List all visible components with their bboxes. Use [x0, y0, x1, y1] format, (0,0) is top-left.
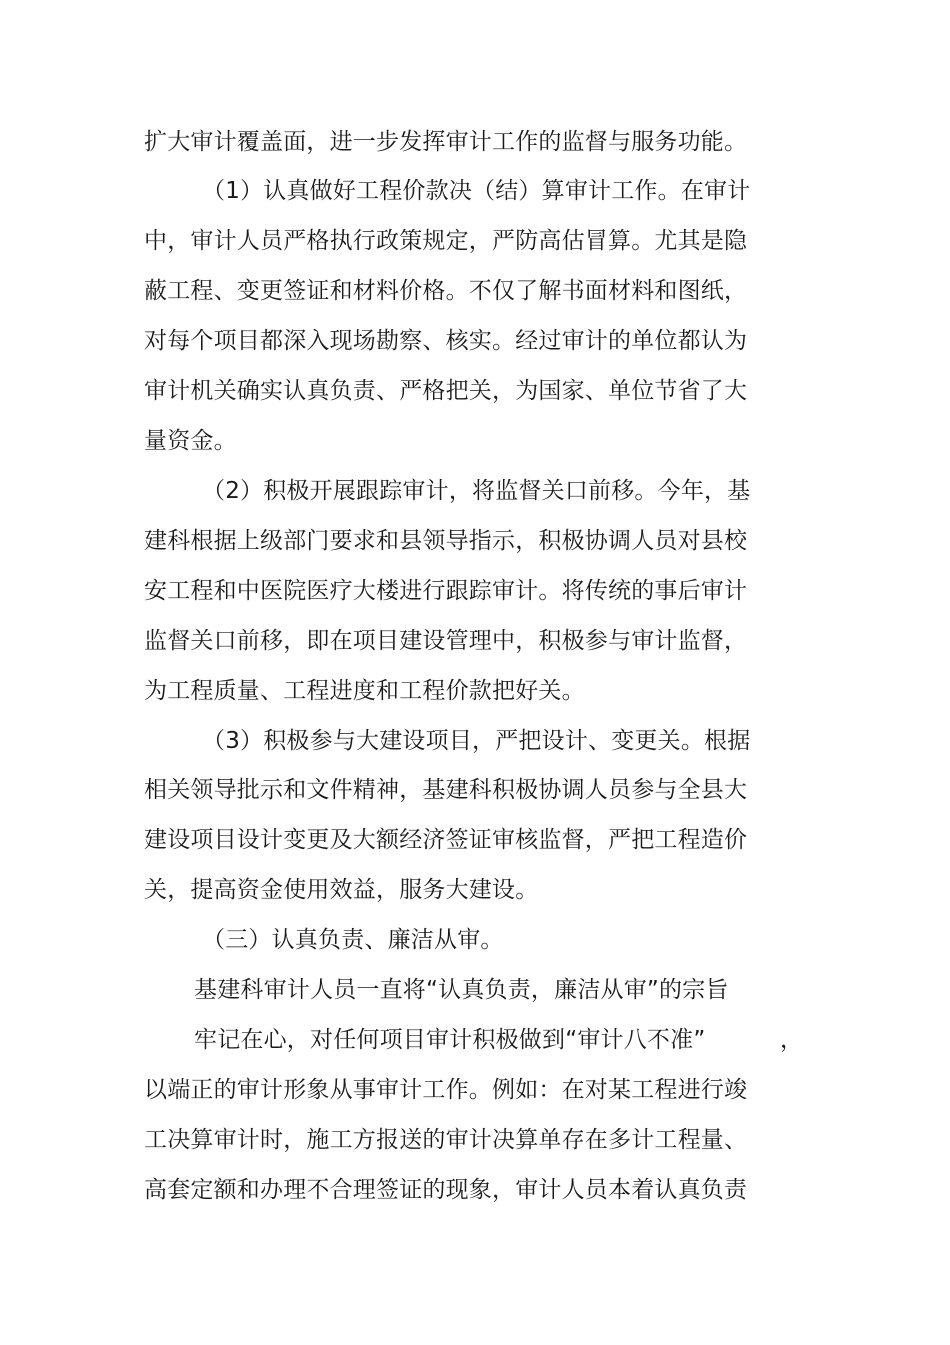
text-line: 建设项目设计变更及大额经济签证审核监督，严把工程造价: [144, 827, 748, 853]
text-line: 量资金。: [144, 428, 237, 454]
text-line: 相关领导批示和文件精神，基建科积极协调人员参与全县大: [144, 777, 748, 803]
text-line: 监督关口前移，即在项目建设管理中，积极参与审计监督，: [144, 628, 748, 654]
text-line: 扩大审计覆盖面，进一步发挥审计工作的监督与服务功能。: [144, 129, 748, 155]
text-line: 建科根据上级部门要求和县领导指示，积极协调人员对县校: [144, 528, 748, 554]
text-line: 基建科审计人员一直将“认真负责，廉洁从审”的宗旨: [194, 977, 729, 1003]
text-line: 中，审计人员严格执行政策规定，严防高估冒算。尤其是隐: [144, 228, 748, 254]
text-line: （3）积极参与大建设项目，严把设计、变更关。根据: [202, 728, 751, 754]
text-line: 牢记在心，对任何项目审计积极做到“审计八不准”: [194, 1027, 706, 1053]
text-line: 以端正的审计形象从事审计工作。例如：在对某工程进行竣: [144, 1077, 748, 1103]
text-line: 审计机关确实认真负责、严格把关，为国家、单位节省了大: [144, 378, 748, 404]
text-line: 工决算审计时，施工方报送的审计决算单存在多计工程量、: [144, 1127, 748, 1153]
text-line: 为工程质量、工程进度和工程价款把好关。: [144, 678, 585, 704]
stray-comma: ，: [780, 1027, 803, 1053]
text-line: （1）认真做好工程价款决（结）算审计工作。在审计: [202, 178, 751, 204]
section-heading: （三）认真负责、廉洁从审。: [202, 927, 504, 953]
text-line: 安工程和中医院医疗大楼进行跟踪审计。将传统的事后审计: [144, 578, 748, 604]
text-line: 高套定额和办理不合理签证的现象，审计人员本着认真负责: [144, 1177, 748, 1203]
text-line: 对每个项目都深入现场勘察、核实。经过审计的单位都认为: [144, 328, 748, 354]
text-line: 关，提高资金使用效益，服务大建设。: [144, 877, 539, 903]
text-line: （2）积极开展跟踪审计，将监督关口前移。今年，基: [202, 478, 751, 504]
text-line: 蔽工程、变更签证和材料价格。不仅了解书面材料和图纸，: [144, 278, 748, 304]
